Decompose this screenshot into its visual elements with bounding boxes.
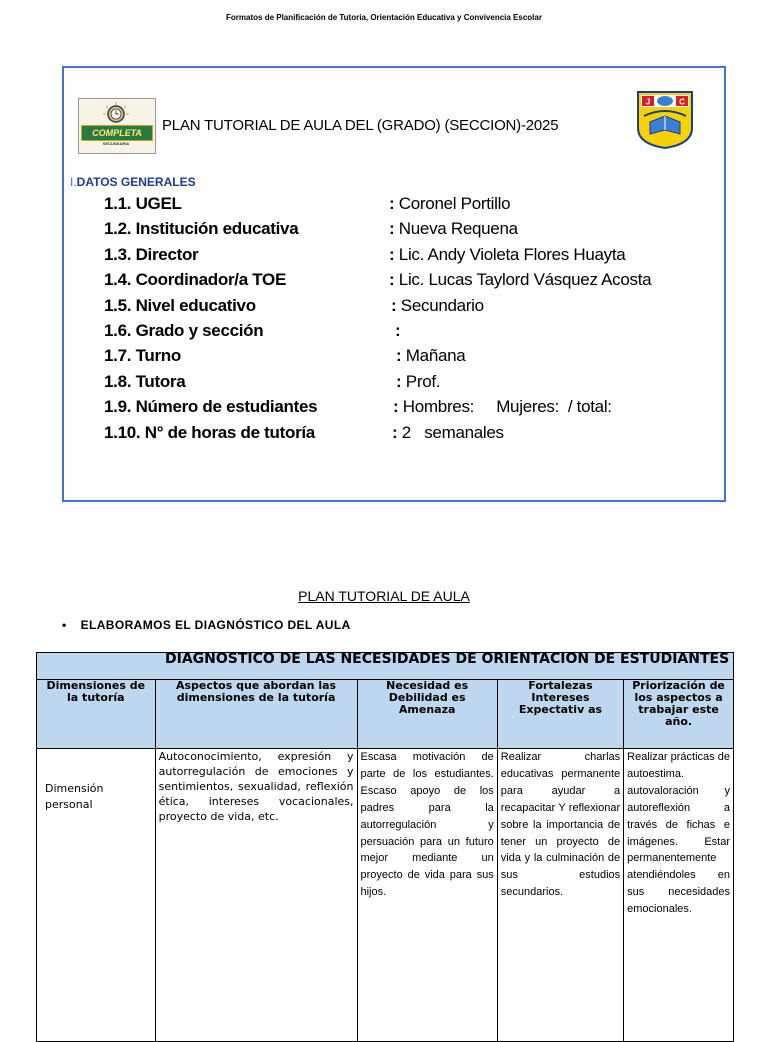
jec-shield-logo [636,90,694,150]
datos-label: 1.7. Turno [104,346,181,366]
datos-value: : 2 semanales [392,422,504,442]
table-row [37,749,734,1042]
clock-sun-icon [101,102,131,124]
datos-label: 1.9. Número de estudiantes [104,397,318,417]
jornada-escolar-completa-logo [78,98,156,154]
table-header: Priorización de los aspectos a trabajar este año. [624,680,734,749]
datos-value: : Coronel Portillo [389,194,511,213]
datos-value: : Prof. [396,371,441,391]
table-header: Fortalezas Intereses Expectativ as [497,680,623,749]
aspectos-cell: Autoconocimiento, expresión y autorregulación de emociones y sentimientos, sexualidad, reflexión ética, intereses vocacionales, proyecto de vida, etc. [155,749,357,1042]
datos-generales-box [62,66,726,502]
datos-value: : Hombres: Mujeres: / total: [393,397,612,417]
datos-label: 1.8. Tutora [104,371,186,391]
logo-subtitle: SECUNDARIA [102,141,130,146]
priorizacion-cell: Realizar prácticas de autoestima. autovaloración y autoreflexión a través de fichas e imágenes. Estar permanentemente atendiéndoles en sus necesidades emocionales. [624,749,734,1042]
dimension-cell: Dimensión personal [37,749,156,1042]
datos-generales-label: DATOS GENERALES [76,175,196,189]
table-header: Aspectos que abordan las dimensiones de la tutoría [155,680,357,749]
diagnostic-table-title: DIAGNOSTICO DE LAS NECESIDADES DE ORIENTACION DE ESTUDIANTES [37,653,734,680]
datos-label: 1.3. Director [104,244,199,264]
section-title: PLAN TUTORIAL DE AULA [298,588,470,604]
shield-letter-c: C [679,97,685,107]
datos-value: : Nueva Requena [389,219,518,239]
datos-label: 1.2. Institución educativa [104,219,299,239]
section-numeral: I. [70,175,77,189]
datos-label: 1.4. Coordinador/a TOE [104,270,287,290]
datos-label: 1.5. Nivel educativo [104,295,256,315]
datos-label: 1.10. N° de horas de tutoría [104,422,315,442]
datos-value: : Lic. Andy Violeta Flores Huayta [389,244,626,264]
table-header: Necesidad es Debilidad es Amenaza [357,680,497,749]
document-header: Formatos de Planificación de Tutoría, Orientación Educativa y Convivencia Escolar [226,13,542,22]
datos-label: 1.1. UGEL [104,194,182,213]
shield-letter-j: J [645,97,651,107]
bullet-item [62,618,351,632]
diagnostic-table [36,652,734,1042]
necesidades-cell: Escasa motivación de parte de los estudiantes. Escaso apoyo de los padres para la autorregulación y persuación para un futuro mejor mediante un proyecto de vida para sus hijos. [357,749,497,1042]
datos-value: : [395,320,401,340]
datos-value: : Mañana [396,346,466,366]
fortalezas-cell: Realizar charlas educativas permanente para ayudar a recapacitar Y reflexionar sobre la importancia de tener un proyecto de vida y la culminación de sus estudios secundarios. [497,749,623,1042]
plan-title: PLAN TUTORIAL DE AULA DEL (GRADO) (SECCION)-2025 [162,117,559,134]
table-header: Dimensiones de la tutoría [37,680,156,749]
datos-value: : Secundario [391,295,484,315]
datos-generales-heading [70,175,196,189]
datos-label: 1.6. Grado y sección [104,320,264,340]
datos-value: : Lic. Lucas Taylord Vásquez Acosta [389,270,652,290]
logo-banner: COMPLETA [81,125,153,141]
bullet-text: ELABORAMOS EL DIAGNÓSTICO DEL AULA [80,618,351,632]
bullet-dot-icon: • [62,618,67,632]
